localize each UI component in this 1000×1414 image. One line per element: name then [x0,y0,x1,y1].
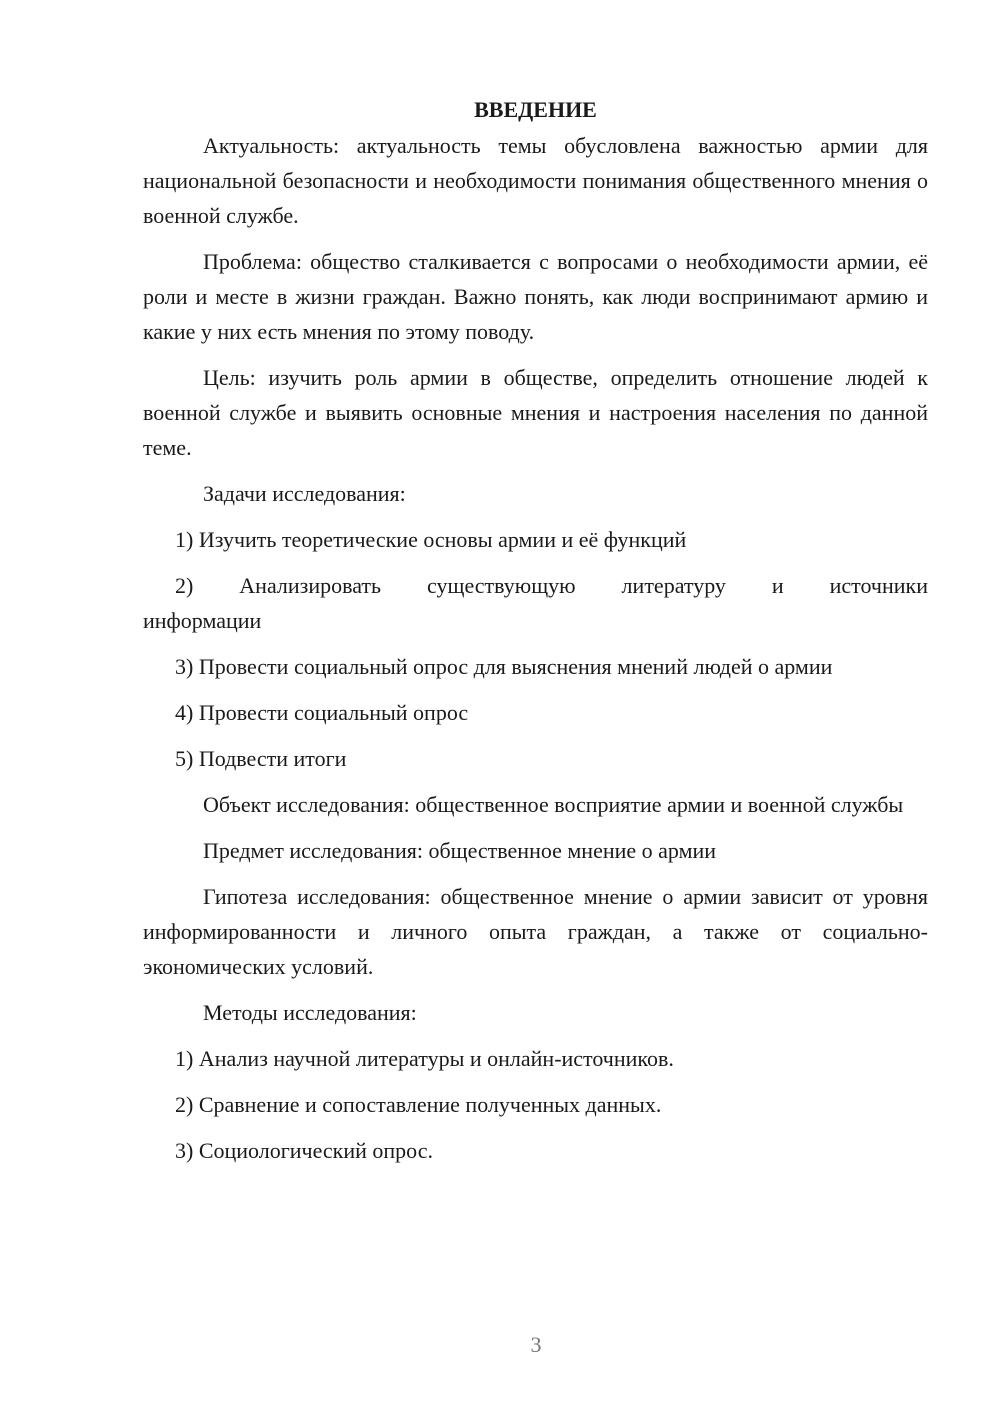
object-paragraph: Объект исследования: общественное восприятие армии и военной службы [203,792,904,817]
goal-paragraph: Цель: изучить роль армии в обществе, определить отношение людей к военной службе и выявить основные мнения и настроения населения по данной теме. [143,365,928,460]
task-item-3: 3) Провести социальный опрос для выяснения мнений людей о армии [175,654,833,679]
tasks-heading: Задачи исследования: [203,481,406,506]
page-number: 3 [530,1332,542,1357]
task-item-4: 4) Провести социальный опрос [175,700,469,725]
task-item-2: 2) Анализировать существующую литературу и источники информации [143,573,928,633]
hypothesis-paragraph: Гипотеза исследования: общественное мнение о армии зависит от уровня информированности и личного опыта граждан, а также от социально-экономических условий. [143,884,928,979]
section-title: ВВЕДЕНИЕ [474,97,597,122]
relevance-paragraph: Актуальность: актуальность темы обусловлена важностью армии для национальной безопасности и необходимости понимания общественного мнения о военной службе. [143,133,928,228]
task-item-5: 5) Подвести итоги [175,746,347,771]
methods-heading: Методы исследования: [203,1000,417,1025]
document-page [143,92,928,1179]
method-item-1: 1) Анализ научной литературы и онлайн-источников. [175,1046,674,1071]
method-item-2: 2) Сравнение и сопоставление полученных данных. [175,1092,662,1117]
subject-paragraph: Предмет исследования: общественное мнение о армии [203,838,717,863]
task-item-1: 1) Изучить теоретические основы армии и её функций [175,527,687,552]
method-item-3: 3) Социологический опрос. [175,1138,433,1163]
problem-paragraph: Проблема: общество сталкивается с вопросами о необходимости армии, её роли и месте в жизни граждан. Важно понять, как люди воспринимают армию и какие у них есть мнения по этому поводу. [143,249,928,344]
